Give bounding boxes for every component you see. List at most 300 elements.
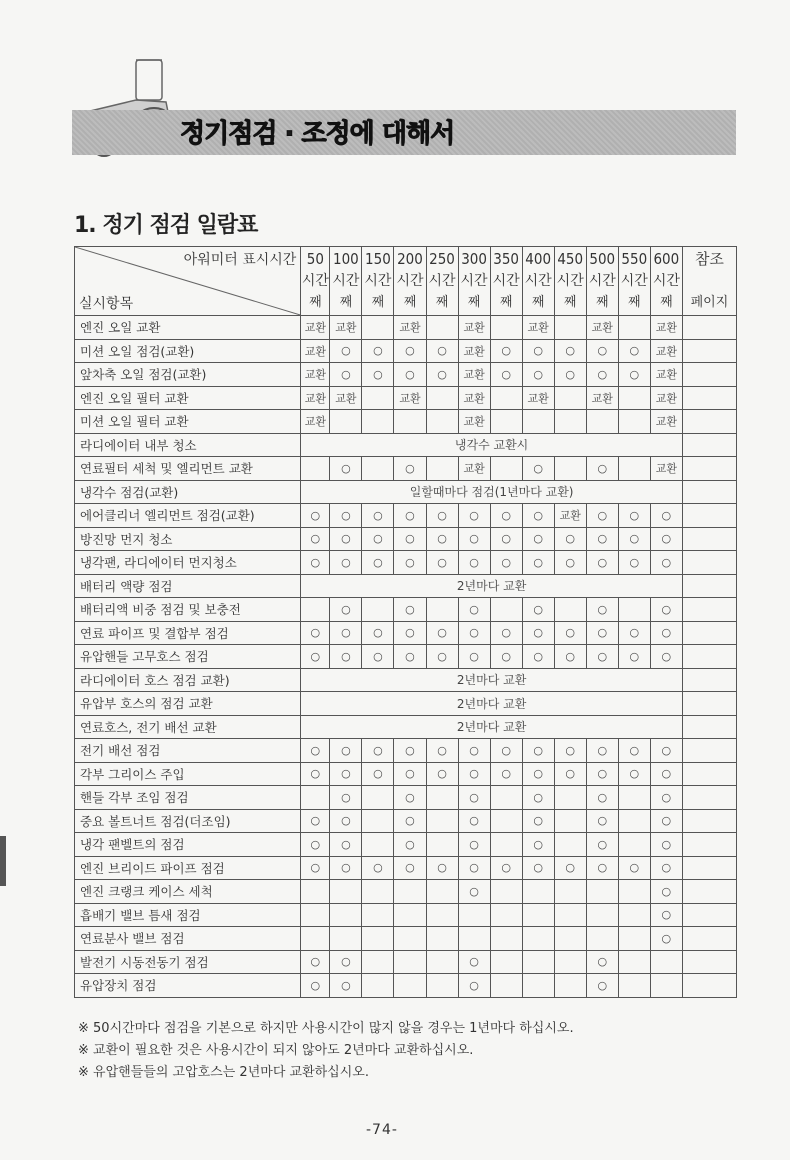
schedule-cell: [554, 927, 586, 951]
schedule-cell: [618, 786, 650, 810]
hour-column-header: [458, 247, 490, 316]
hour-value: 450: [557, 250, 584, 268]
schedule-cell: ○: [301, 527, 330, 551]
schedule-cell: ○: [554, 645, 586, 669]
schedule-cell: ○: [426, 339, 458, 363]
table-row: [75, 527, 737, 551]
inspection-item: 냉각 팬벨트의 점검: [75, 833, 301, 857]
schedule-cell: ○: [394, 762, 426, 786]
schedule-cell: [362, 974, 394, 998]
hour-column-header: [490, 247, 522, 316]
reference-page-cell: [682, 410, 736, 434]
schedule-cell: ○: [618, 504, 650, 528]
schedule-cell: 교환: [586, 386, 618, 410]
schedule-cell: [301, 598, 330, 622]
side-tab-marker: [0, 836, 6, 886]
schedule-cell: [522, 903, 554, 927]
schedule-cell: ○: [458, 504, 490, 528]
schedule-cell: ○: [362, 762, 394, 786]
interval-note: 냉각수 교환시: [301, 433, 683, 457]
schedule-cell: ○: [330, 339, 362, 363]
hour-unit: 시간: [652, 273, 680, 289]
reference-page-cell: [682, 856, 736, 880]
hour-value: 300: [461, 250, 487, 268]
schedule-cell: 교환: [330, 386, 362, 410]
schedule-cell: [586, 880, 618, 904]
schedule-cell: ○: [650, 927, 682, 951]
schedule-cell: ○: [362, 645, 394, 669]
schedule-cell: ○: [458, 551, 490, 575]
reference-page-cell: [682, 950, 736, 974]
hour-unit: 시간: [364, 273, 392, 289]
hour-ordinal: 째: [371, 295, 385, 310]
schedule-cell: [490, 598, 522, 622]
table-row: [75, 927, 737, 951]
schedule-cell: ○: [458, 527, 490, 551]
table-row: [75, 598, 737, 622]
schedule-cell: ○: [458, 739, 490, 763]
section-title: 1. 정기 점검 일람표: [74, 213, 258, 238]
schedule-cell: ○: [458, 786, 490, 810]
inspection-item: 전기 배선 점검: [75, 739, 301, 763]
inspection-item: 미션 오일 필터 교환: [75, 410, 301, 434]
schedule-cell: ○: [330, 739, 362, 763]
hour-column-header: [394, 247, 426, 316]
schedule-cell: ○: [330, 504, 362, 528]
table-row: [75, 762, 737, 786]
schedule-cell: ○: [586, 950, 618, 974]
schedule-cell: 교환: [301, 363, 330, 387]
table-row: [75, 504, 737, 528]
reference-page-cell: [682, 762, 736, 786]
schedule-cell: ○: [490, 504, 522, 528]
hour-ordinal: 째: [660, 295, 673, 310]
reference-page-cell: [682, 433, 736, 457]
schedule-cell: [394, 410, 426, 434]
schedule-cell: ○: [426, 762, 458, 786]
schedule-cell: [586, 410, 618, 434]
hour-unit: 시간: [396, 273, 424, 289]
reference-page-cell: [682, 363, 736, 387]
schedule-cell: ○: [618, 527, 650, 551]
schedule-cell: ○: [301, 621, 330, 645]
table-row: [75, 551, 737, 575]
table-row: [75, 950, 737, 974]
schedule-cell: ○: [330, 762, 362, 786]
schedule-cell: [618, 386, 650, 410]
table-row: [75, 645, 737, 669]
table-row: [75, 621, 737, 645]
schedule-cell: [426, 786, 458, 810]
inspection-item: 연료분사 밸브 점검: [75, 927, 301, 951]
schedule-cell: ○: [650, 809, 682, 833]
schedule-cell: [362, 833, 394, 857]
schedule-cell: ○: [650, 880, 682, 904]
schedule-cell: ○: [586, 551, 618, 575]
schedule-cell: ○: [586, 833, 618, 857]
schedule-cell: ○: [618, 856, 650, 880]
hour-ordinal: 째: [563, 295, 577, 310]
table-row: [75, 739, 737, 763]
schedule-cell: [554, 809, 586, 833]
schedule-cell: [426, 950, 458, 974]
schedule-cell: ○: [554, 363, 586, 387]
table-corner-cell: [75, 247, 301, 316]
table-row: [75, 715, 737, 739]
schedule-cell: ○: [426, 527, 458, 551]
schedule-cell: ○: [522, 363, 554, 387]
schedule-cell: ○: [458, 809, 490, 833]
schedule-cell: [554, 903, 586, 927]
note-3: ※ 유압핸들들의 고압호스는 2년마다 교환하십시오.: [78, 1065, 369, 1080]
schedule-cell: ○: [522, 645, 554, 669]
hour-unit: 시간: [524, 273, 552, 289]
hour-unit: 시간: [460, 273, 488, 289]
schedule-cell: ○: [650, 762, 682, 786]
schedule-cell: [301, 880, 330, 904]
schedule-cell: [490, 927, 522, 951]
hour-value: 350: [493, 250, 519, 268]
schedule-cell: ○: [362, 339, 394, 363]
table-row: [75, 480, 737, 504]
schedule-cell: ○: [362, 504, 394, 528]
schedule-cell: 교환: [458, 363, 490, 387]
hour-column-header: [554, 247, 586, 316]
schedule-cell: ○: [301, 739, 330, 763]
schedule-cell: ○: [426, 645, 458, 669]
schedule-cell: ○: [586, 457, 618, 481]
reference-page-cell: [682, 598, 736, 622]
schedule-cell: ○: [330, 598, 362, 622]
schedule-cell: 교환: [394, 386, 426, 410]
interval-note: 일할때마다 점검(1년마다 교환): [301, 480, 683, 504]
table-row: [75, 974, 737, 998]
inspection-item: 라디에이터 호스 점검 교환): [75, 668, 301, 692]
inspection-item: 엔진 크랭크 케이스 세척: [75, 880, 301, 904]
schedule-cell: ○: [330, 786, 362, 810]
schedule-cell: ○: [426, 551, 458, 575]
reference-page-cell: [682, 715, 736, 739]
schedule-cell: ○: [618, 739, 650, 763]
schedule-cell: [301, 903, 330, 927]
schedule-cell: ○: [490, 856, 522, 880]
schedule-cell: [554, 974, 586, 998]
inspection-item: 엔진 오일 필터 교환: [75, 386, 301, 410]
schedule-cell: ○: [362, 621, 394, 645]
hour-unit: 시간: [588, 273, 616, 289]
schedule-cell: ○: [330, 950, 362, 974]
reference-page-cell: [682, 504, 736, 528]
schedule-cell: ○: [330, 363, 362, 387]
schedule-cell: ○: [394, 504, 426, 528]
schedule-cell: ○: [458, 833, 490, 857]
schedule-cell: [490, 316, 522, 340]
inspection-item: 흡배기 밸브 틈새 점검: [75, 903, 301, 927]
inspection-item: 앞차축 오일 점검(교환): [75, 363, 301, 387]
schedule-cell: [426, 410, 458, 434]
schedule-cell: [554, 598, 586, 622]
inspection-item: 핸들 각부 조임 점검: [75, 786, 301, 810]
inspection-item: 라디에이터 내부 청소: [75, 433, 301, 457]
schedule-cell: ○: [458, 621, 490, 645]
schedule-cell: ○: [650, 598, 682, 622]
table-row: [75, 692, 737, 716]
schedule-cell: [458, 927, 490, 951]
hour-column-header: [301, 247, 330, 316]
inspection-item: 냉각수 점검(교환): [75, 480, 301, 504]
schedule-cell: ○: [362, 363, 394, 387]
schedule-cell: ○: [458, 645, 490, 669]
inspection-schedule-table: [74, 246, 737, 998]
schedule-cell: ○: [362, 551, 394, 575]
schedule-cell: ○: [330, 856, 362, 880]
reference-page-cell: [682, 527, 736, 551]
schedule-cell: [490, 410, 522, 434]
schedule-cell: [426, 927, 458, 951]
hour-ordinal: 째: [403, 295, 417, 310]
schedule-cell: ○: [554, 739, 586, 763]
schedule-cell: [362, 903, 394, 927]
table-row: [75, 880, 737, 904]
schedule-cell: ○: [490, 645, 522, 669]
schedule-cell: [586, 903, 618, 927]
schedule-cell: [490, 833, 522, 857]
schedule-cell: ○: [458, 762, 490, 786]
schedule-cell: ○: [490, 339, 522, 363]
schedule-cell: ○: [490, 527, 522, 551]
schedule-cell: ○: [618, 339, 650, 363]
hour-column-header: [426, 247, 458, 316]
schedule-cell: ○: [330, 457, 362, 481]
inspection-item: 연료필터 세척 및 엘리먼트 교환: [75, 457, 301, 481]
schedule-cell: [554, 950, 586, 974]
schedule-cell: [330, 410, 362, 434]
schedule-cell: ○: [301, 645, 330, 669]
schedule-cell: 교환: [458, 410, 490, 434]
reference-page-cell: [682, 574, 736, 598]
schedule-cell: 교환: [458, 339, 490, 363]
reference-page-cell: [682, 692, 736, 716]
schedule-cell: ○: [586, 974, 618, 998]
note-2: ※ 교환이 필요한 것은 사용시간이 되지 않아도 2년마다 교환하십시오.: [78, 1043, 474, 1058]
schedule-cell: 교환: [301, 386, 330, 410]
schedule-cell: [362, 316, 394, 340]
schedule-cell: ○: [650, 856, 682, 880]
hour-value: 100: [333, 250, 359, 268]
hour-unit: 시간: [332, 273, 360, 289]
schedule-cell: [554, 880, 586, 904]
hour-unit: 시간: [428, 273, 456, 289]
schedule-cell: [490, 974, 522, 998]
schedule-cell: ○: [522, 527, 554, 551]
schedule-cell: ○: [618, 621, 650, 645]
schedule-cell: ○: [301, 809, 330, 833]
schedule-cell: ○: [301, 833, 330, 857]
schedule-cell: ○: [522, 457, 554, 481]
schedule-cell: ○: [330, 833, 362, 857]
schedule-cell: [362, 786, 394, 810]
hour-ordinal: 째: [467, 295, 481, 310]
schedule-cell: [458, 903, 490, 927]
schedule-cell: ○: [394, 786, 426, 810]
schedule-cell: ○: [394, 621, 426, 645]
inspection-item: 냉각팬, 라디에이터 먼지청소: [75, 551, 301, 575]
schedule-cell: ○: [650, 551, 682, 575]
schedule-cell: [426, 598, 458, 622]
schedule-cell: [522, 974, 554, 998]
schedule-cell: ○: [522, 762, 554, 786]
schedule-cell: [362, 950, 394, 974]
schedule-cell: [426, 833, 458, 857]
schedule-cell: ○: [618, 363, 650, 387]
reference-page-cell: [682, 880, 736, 904]
schedule-cell: 교환: [458, 457, 490, 481]
inspection-item: 유압장치 점검: [75, 974, 301, 998]
table-row: [75, 574, 737, 598]
schedule-cell: [426, 457, 458, 481]
schedule-cell: ○: [522, 551, 554, 575]
schedule-cell: ○: [490, 739, 522, 763]
schedule-cell: 교환: [586, 316, 618, 340]
schedule-cell: ○: [490, 551, 522, 575]
reference-page-header: [682, 247, 736, 316]
schedule-cell: [394, 950, 426, 974]
schedule-cell: [618, 457, 650, 481]
reference-page-cell: [682, 480, 736, 504]
schedule-cell: ○: [586, 786, 618, 810]
hour-ordinal: 째: [595, 295, 609, 310]
schedule-cell: [554, 457, 586, 481]
inspection-item: 엔진 브리이드 파이프 점검: [75, 856, 301, 880]
schedule-cell: 교환: [330, 316, 362, 340]
schedule-cell: [394, 974, 426, 998]
schedule-cell: [362, 410, 394, 434]
reference-spacer: [683, 270, 736, 292]
hour-value: 400: [525, 250, 552, 268]
schedule-cell: [301, 786, 330, 810]
schedule-cell: ○: [394, 457, 426, 481]
schedule-cell: [426, 386, 458, 410]
schedule-cell: ○: [301, 856, 330, 880]
schedule-cell: [522, 950, 554, 974]
schedule-cell: 교환: [522, 386, 554, 410]
schedule-cell: ○: [330, 974, 362, 998]
inspection-item: 발전기 시동전동기 점검: [75, 950, 301, 974]
schedule-cell: ○: [394, 739, 426, 763]
schedule-cell: ○: [522, 856, 554, 880]
schedule-cell: ○: [394, 339, 426, 363]
schedule-cell: ○: [650, 833, 682, 857]
table-row: [75, 386, 737, 410]
notes: [78, 1018, 574, 1084]
schedule-cell: [522, 410, 554, 434]
schedule-cell: ○: [554, 762, 586, 786]
hour-column-header: [330, 247, 362, 316]
schedule-cell: [618, 927, 650, 951]
inspection-item: 미션 오일 점검(교환): [75, 339, 301, 363]
schedule-cell: ○: [586, 363, 618, 387]
interval-note: 2년마다 교환: [301, 715, 683, 739]
inspection-item: 방진망 먼지 청소: [75, 527, 301, 551]
schedule-cell: 교환: [394, 316, 426, 340]
schedule-cell: [522, 880, 554, 904]
schedule-cell: [618, 950, 650, 974]
schedule-cell: [330, 903, 362, 927]
inspection-item: 에어클리너 엘리먼트 점검(교환): [75, 504, 301, 528]
reference-page-cell: [682, 833, 736, 857]
inspection-item: 각부 그리이스 주입: [75, 762, 301, 786]
schedule-cell: ○: [330, 645, 362, 669]
hour-value: 550: [621, 250, 648, 268]
hour-ordinal: 째: [339, 295, 353, 310]
schedule-cell: ○: [362, 739, 394, 763]
schedule-cell: ○: [522, 809, 554, 833]
schedule-cell: [618, 903, 650, 927]
inspection-item: 엔진 오일 교환: [75, 316, 301, 340]
schedule-cell: [650, 950, 682, 974]
schedule-cell: ○: [586, 527, 618, 551]
reference-page-cell: [682, 903, 736, 927]
schedule-cell: ○: [362, 527, 394, 551]
interval-note: 2년마다 교환: [301, 692, 683, 716]
schedule-cell: ○: [301, 762, 330, 786]
schedule-cell: [490, 386, 522, 410]
schedule-cell: 교환: [301, 316, 330, 340]
schedule-cell: ○: [586, 762, 618, 786]
schedule-cell: [554, 410, 586, 434]
schedule-cell: [490, 786, 522, 810]
hour-ordinal: 째: [499, 295, 513, 310]
schedule-cell: ○: [586, 739, 618, 763]
corner-hour-label: 아워미터 표시시간: [183, 252, 297, 268]
schedule-cell: ○: [394, 363, 426, 387]
hour-value: 500: [589, 250, 616, 268]
schedule-cell: [426, 809, 458, 833]
schedule-cell: [618, 598, 650, 622]
schedule-cell: ○: [490, 762, 522, 786]
schedule-cell: ○: [426, 856, 458, 880]
schedule-cell: ○: [618, 551, 650, 575]
table-row: [75, 786, 737, 810]
schedule-cell: 교환: [554, 504, 586, 528]
schedule-cell: [394, 880, 426, 904]
schedule-cell: [426, 316, 458, 340]
schedule-cell: [650, 974, 682, 998]
schedule-cell: ○: [586, 339, 618, 363]
schedule-cell: [362, 809, 394, 833]
schedule-cell: ○: [554, 339, 586, 363]
schedule-cell: [301, 927, 330, 951]
schedule-cell: ○: [522, 786, 554, 810]
schedule-cell: [522, 927, 554, 951]
schedule-cell: ○: [426, 739, 458, 763]
schedule-cell: [426, 880, 458, 904]
schedule-cell: ○: [394, 856, 426, 880]
schedule-cell: ○: [522, 739, 554, 763]
schedule-cell: ○: [330, 809, 362, 833]
reference-page-cell: [682, 316, 736, 340]
reference-page-cell: [682, 339, 736, 363]
schedule-cell: ○: [490, 363, 522, 387]
schedule-cell: [554, 316, 586, 340]
inspection-item: 배터리 액량 점검: [75, 574, 301, 598]
inspection-item: 유압부 호스의 점검 교환: [75, 692, 301, 716]
schedule-cell: ○: [650, 621, 682, 645]
schedule-cell: 교환: [650, 457, 682, 481]
schedule-cell: ○: [650, 739, 682, 763]
schedule-cell: ○: [650, 504, 682, 528]
schedule-cell: ○: [426, 363, 458, 387]
